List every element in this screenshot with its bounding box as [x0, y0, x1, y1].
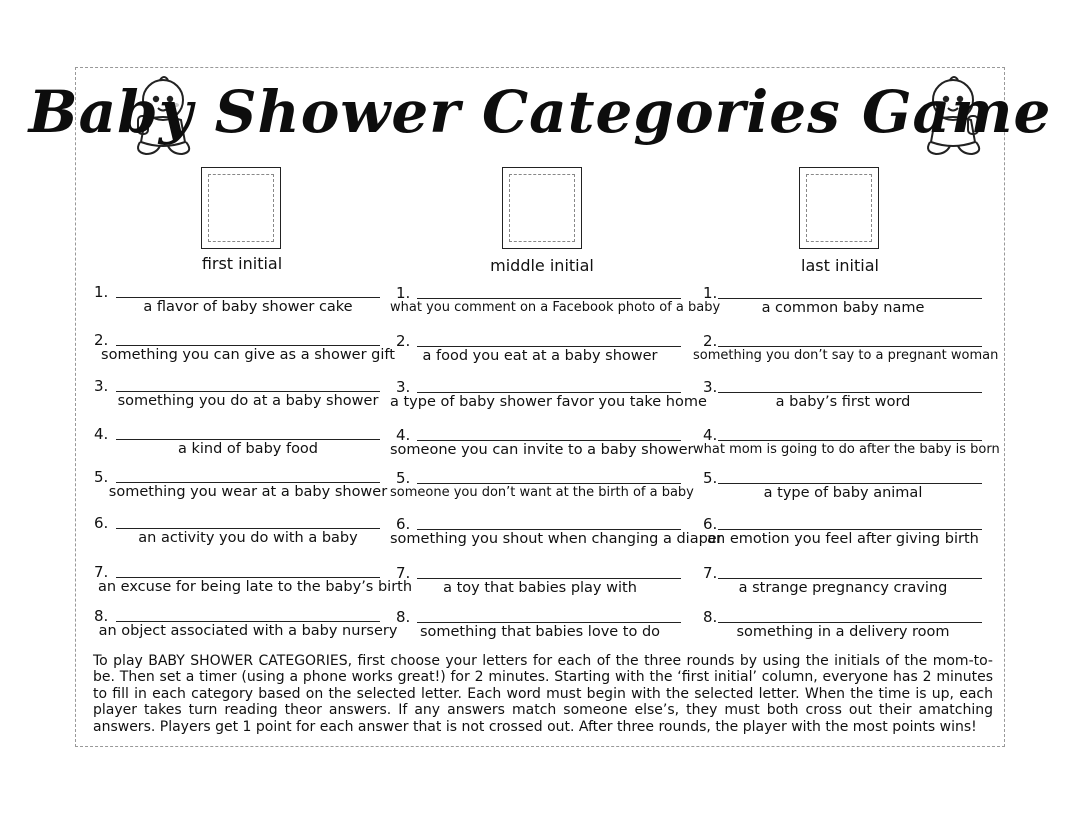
item-number: 6. — [94, 514, 109, 532]
item-number: 7. — [396, 564, 411, 582]
answer-line[interactable] — [417, 392, 681, 393]
answer-line[interactable] — [417, 622, 681, 623]
middle-initial-heading: middle initial — [490, 256, 594, 275]
middle-initial-box[interactable] — [502, 167, 582, 249]
last-initial-heading: last initial — [801, 256, 879, 275]
answer-line[interactable] — [116, 345, 380, 346]
item-number: 8. — [703, 608, 718, 626]
answer-line[interactable] — [417, 483, 681, 484]
item-number: 7. — [94, 563, 109, 581]
item-number: 8. — [396, 608, 411, 626]
item-number: 8. — [94, 607, 109, 625]
category-prompt: a type of baby shower favor you take home — [390, 394, 707, 410]
first-initial-heading: first initial — [201, 254, 283, 273]
answer-line[interactable] — [718, 298, 982, 299]
category-prompt: someone you don’t want at the birth of a baby — [390, 485, 694, 500]
category-prompt: an object associated with a baby nursery — [98, 623, 398, 639]
first-initial-box[interactable] — [201, 167, 281, 249]
answer-line[interactable] — [718, 440, 982, 441]
category-prompt: what mom is going to do after the baby is born — [693, 442, 1000, 457]
category-prompt: a baby’s first word — [775, 394, 911, 410]
category-prompt: something you wear at a baby shower — [108, 484, 388, 500]
answer-line[interactable] — [718, 529, 982, 530]
category-prompt: what you comment on a Facebook photo of a baby — [390, 300, 721, 315]
item-number: 4. — [703, 426, 718, 444]
category-prompt: something you can give as a shower gift — [101, 347, 395, 363]
item-number: 1. — [94, 283, 109, 301]
item-number: 3. — [94, 377, 109, 395]
item-number: 2. — [703, 332, 718, 350]
category-prompt: an emotion you feel after giving birth — [707, 531, 979, 547]
category-prompt: a flavor of baby shower cake — [143, 299, 353, 315]
answer-line[interactable] — [116, 528, 380, 529]
category-prompt: a strange pregnancy craving — [738, 580, 948, 596]
item-number: 5. — [94, 468, 109, 486]
item-number: 2. — [396, 332, 411, 350]
answer-line[interactable] — [417, 298, 681, 299]
category-prompt: something that babies love to do — [419, 624, 661, 640]
item-number: 1. — [396, 284, 411, 302]
answer-line[interactable] — [718, 622, 982, 623]
item-number: 2. — [94, 331, 109, 349]
answer-line[interactable] — [116, 439, 380, 440]
answer-line[interactable] — [718, 346, 982, 347]
answer-line[interactable] — [417, 346, 681, 347]
item-number: 5. — [396, 469, 411, 487]
answer-line[interactable] — [718, 578, 982, 579]
category-prompt: a food you eat at a baby shower — [422, 348, 658, 364]
category-prompt: something in a delivery room — [736, 624, 950, 640]
item-number: 3. — [396, 378, 411, 396]
category-prompt: someone you can invite to a baby shower — [390, 442, 694, 458]
category-prompt: an activity you do with a baby — [138, 530, 358, 546]
item-number: 6. — [396, 515, 411, 533]
page-title: Baby Shower Categories Game — [28, 78, 1052, 146]
category-prompt: a common baby name — [761, 300, 925, 316]
category-prompt: an excuse for being late to the baby’s birth — [98, 579, 413, 595]
item-number: 7. — [703, 564, 718, 582]
answer-line[interactable] — [417, 578, 681, 579]
answer-line[interactable] — [718, 483, 982, 484]
answer-line[interactable] — [116, 577, 380, 578]
answer-line[interactable] — [718, 392, 982, 393]
item-number: 3. — [703, 378, 718, 396]
category-prompt: a toy that babies play with — [443, 580, 637, 596]
category-prompt: a kind of baby food — [177, 441, 319, 457]
answer-line[interactable] — [116, 391, 380, 392]
last-initial-box[interactable] — [799, 167, 879, 249]
category-prompt: a type of baby animal — [763, 485, 923, 501]
answer-line[interactable] — [417, 440, 681, 441]
answer-line[interactable] — [116, 621, 380, 622]
answer-line[interactable] — [417, 529, 681, 530]
item-number: 6. — [703, 515, 718, 533]
answer-line[interactable] — [116, 297, 380, 298]
category-prompt: something you do at a baby shower — [117, 393, 379, 409]
item-number: 5. — [703, 469, 718, 487]
item-number: 4. — [396, 426, 411, 444]
instructions-text: To play BABY SHOWER CATEGORIES, first choose your letters for each of the three rounds by using the initials of the mom-to-be. Then set a timer (using a phone works great!) for 2 minutes. Starting with the ‘first initial’ column, everyone has 2 minutes to fill in each category based on the selected letter. Each word must begin with the selected letter. When the time is up, each player takes turn reading theor answers. If any answers match someone else’s, they must both cross out their amatching answers. Players get 1 point for each answer that is not crossed out. After three rounds, the player with the most points wins! — [93, 653, 993, 735]
category-prompt: something you shout when changing a diaper — [390, 531, 723, 547]
answer-line[interactable] — [116, 482, 380, 483]
item-number: 4. — [94, 425, 109, 443]
item-number: 1. — [703, 284, 718, 302]
category-prompt: something you don’t say to a pregnant woman — [693, 348, 999, 363]
